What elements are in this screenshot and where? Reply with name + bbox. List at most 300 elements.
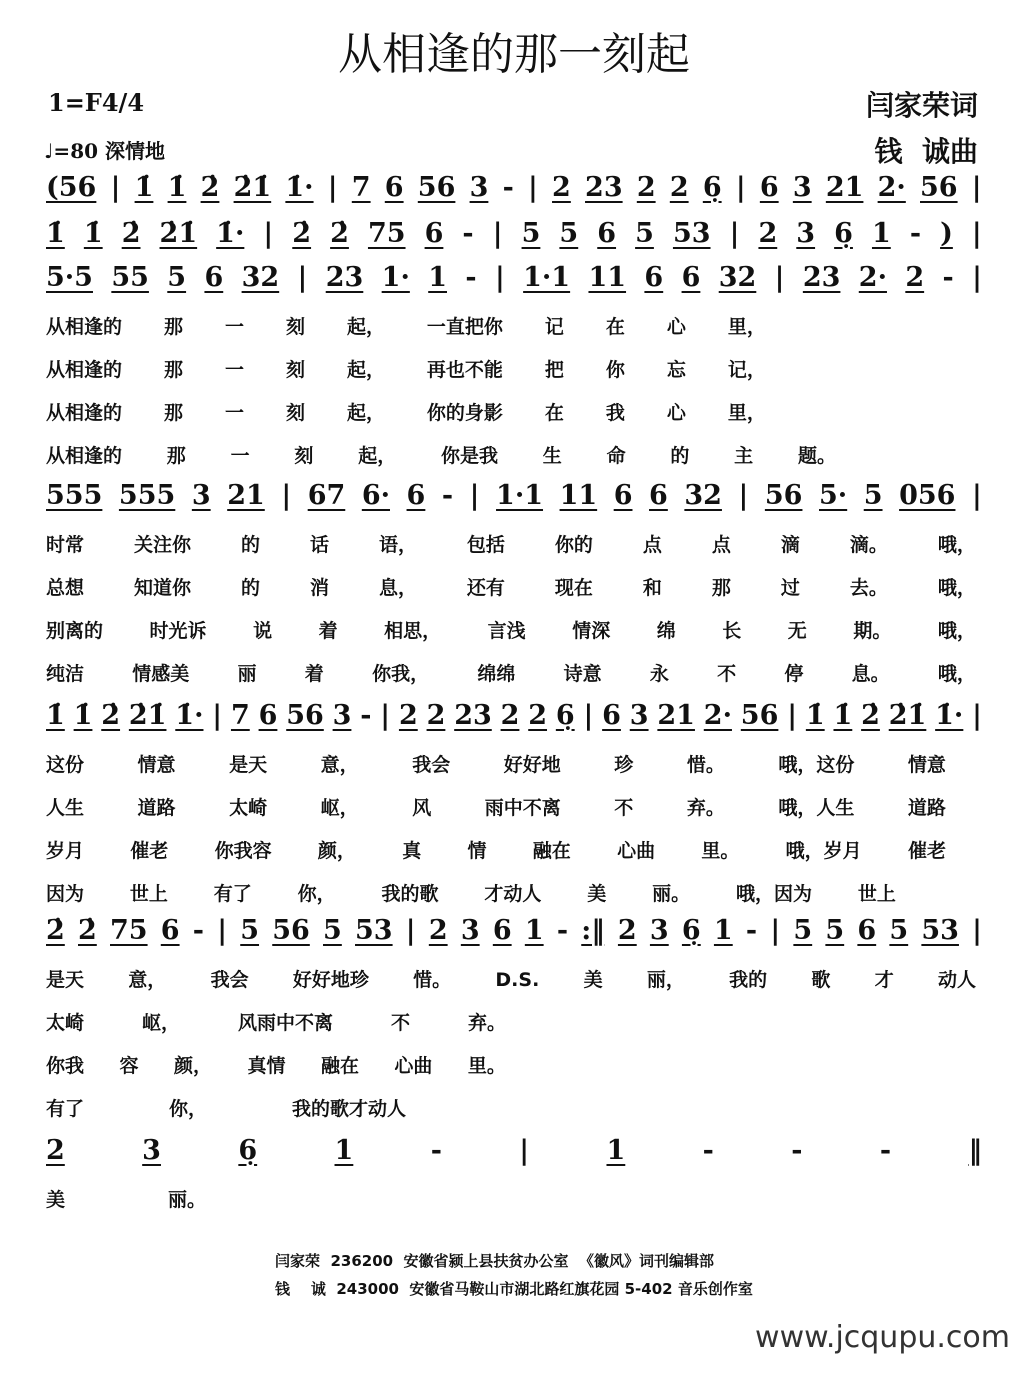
note: -: [465, 262, 477, 293]
lyric-word: 我会: [412, 754, 451, 776]
note: 1: [334, 1135, 354, 1166]
lyric-word: 哦，: [937, 663, 976, 685]
lyric-word: 惜。: [413, 969, 452, 991]
note: 32: [241, 262, 280, 293]
composer-credit: 钱 诚曲: [874, 135, 978, 168]
lyric-word: 停: [784, 663, 804, 685]
note: 56: [417, 172, 456, 203]
lyric-word: 刻: [294, 445, 314, 467]
lyric-word: 里。: [701, 840, 740, 862]
lyric-word: 绵: [656, 620, 676, 642]
note: 2·: [703, 700, 732, 731]
lyric-word: 我的: [729, 969, 768, 991]
note: 1·: [381, 262, 410, 293]
note: 2: [758, 218, 778, 249]
note: 5: [167, 262, 187, 293]
lyric-word: 有了: [213, 883, 252, 905]
lyric-word: 美: [587, 883, 607, 905]
lyric-word: 从相逢的: [46, 359, 123, 381]
note: -: [942, 262, 954, 293]
lyric-word: 的: [670, 445, 690, 467]
note: 2: [46, 1135, 65, 1166]
note: 1̇·: [935, 700, 964, 731]
barline: |: [972, 700, 982, 731]
lyric-word: 你，: [297, 883, 336, 905]
note: 53: [921, 915, 959, 946]
lyric-word: 里，: [727, 316, 766, 338]
notation-row: [46, 700, 982, 736]
lyric-word: 融在: [532, 840, 571, 862]
barline: |: [263, 218, 274, 249]
note: 6: [160, 915, 180, 946]
lyric-word: 惜。: [686, 754, 725, 776]
note: 56: [286, 700, 324, 731]
lyric-line: [46, 1185, 206, 1211]
lyric-word: 意，: [128, 969, 167, 991]
note: 2̇1̇: [128, 700, 167, 731]
lyric-word: 我: [605, 402, 625, 424]
lyric-word: 太崎: [229, 797, 268, 819]
lyric-word: 起，: [358, 445, 397, 467]
barline: |: [972, 262, 982, 293]
note: 1: [713, 915, 733, 946]
lyric-word: 生: [542, 445, 562, 467]
note: 5: [521, 218, 541, 249]
note: 3: [460, 915, 480, 946]
note: 6: [424, 218, 444, 249]
note: ‖: [968, 1135, 982, 1166]
lyric-word: 忘: [666, 359, 686, 381]
lyric-word: 在: [605, 316, 625, 338]
lyric-word: 哦，这份: [778, 754, 855, 776]
barline: |: [972, 915, 982, 946]
lyric-word: 世上: [857, 883, 896, 905]
lyric-line: [46, 312, 766, 338]
lyric-word: 歌: [811, 969, 831, 991]
lyric-word: 无: [787, 620, 807, 642]
barline: |: [492, 218, 503, 249]
lyric-word: 你，: [168, 1098, 207, 1120]
note: 555: [46, 480, 103, 511]
note: 6: [492, 915, 512, 946]
lyric-word: 知道你: [133, 577, 191, 599]
note: -: [502, 172, 514, 203]
lyric-line: [46, 573, 976, 599]
lyric-word: 和: [642, 577, 662, 599]
notation-row: [46, 218, 982, 254]
lyric-word: 从相逢的: [46, 316, 123, 338]
barline: |: [528, 172, 538, 203]
note: -: [556, 915, 569, 946]
lyric-word: 刻: [285, 359, 305, 381]
note: 6: [406, 480, 426, 511]
note: -: [441, 480, 454, 511]
lyric-word: 岖，: [141, 1012, 180, 1034]
note: 21: [825, 172, 864, 203]
notation-row: [46, 262, 982, 298]
note: 23: [325, 262, 364, 293]
lyric-word: 动人: [937, 969, 976, 991]
barline: |: [729, 218, 740, 249]
lyric-word: 你: [605, 359, 625, 381]
note: ): [940, 218, 953, 249]
lyric-word: 容: [119, 1055, 139, 1077]
note: 6·: [361, 480, 390, 511]
note: -: [791, 1135, 803, 1166]
lyric-word: 哦，人生: [778, 797, 855, 819]
lyric-word: 一: [230, 445, 250, 467]
lyric-word: 时光诉: [149, 620, 207, 642]
lyric-word: 道路: [907, 797, 946, 819]
lyric-word: 记，: [727, 359, 766, 381]
lyric-word: 弃。: [686, 797, 725, 819]
note: -: [909, 218, 922, 249]
note: 2: [636, 172, 656, 203]
lyric-word: 人生: [46, 797, 85, 819]
note: 2̇1̇: [888, 700, 927, 731]
barline: |: [519, 1135, 530, 1166]
note: 56: [740, 700, 779, 731]
lyric-word: 好好地珍: [292, 969, 369, 991]
lyric-word: 丽: [237, 663, 257, 685]
note: -: [360, 700, 372, 731]
barline: |: [281, 480, 292, 511]
note: 5·5: [46, 262, 93, 293]
note: 1̇·: [285, 172, 314, 203]
lyric-word: 起，: [346, 316, 385, 338]
note: 2: [905, 262, 925, 293]
tempo-marking: ♩=80 深情地: [44, 139, 165, 163]
lyric-word: 记: [544, 316, 564, 338]
lyric-word: 心: [666, 402, 686, 424]
lyric-word: 我的歌: [381, 883, 439, 905]
lyric-word: 融在: [320, 1055, 359, 1077]
lyric-word: 诗意: [563, 663, 602, 685]
lyric-line: [46, 659, 976, 685]
lyric-word: 那: [163, 316, 183, 338]
lyric-word: 永: [649, 663, 669, 685]
lyricist-credit: 闫家荣词: [865, 89, 978, 122]
lyric-word: 还有: [466, 577, 505, 599]
note: 1·1: [496, 480, 544, 511]
lyric-line: [46, 441, 836, 467]
lyric-word: 滴。: [849, 534, 888, 556]
lyric-word: 你的: [554, 534, 593, 556]
lyric-word: 心: [666, 316, 686, 338]
note: 3: [332, 700, 352, 731]
note: 6̣: [702, 172, 722, 203]
note: 5: [889, 915, 909, 946]
lyric-word: 你我，: [372, 663, 430, 685]
lyric-word: 息。: [851, 663, 890, 685]
lyric-word: 说: [253, 620, 273, 642]
note: 6: [204, 262, 224, 293]
lyric-word: 颜，: [317, 840, 356, 862]
lyric-word: 情意: [137, 754, 176, 776]
notation-row: [46, 1135, 982, 1171]
lyric-word: 道路: [137, 797, 176, 819]
lyric-word: 不: [390, 1012, 410, 1034]
lyric-word: 那: [163, 402, 183, 424]
lyric-word: 你的身影: [426, 402, 503, 424]
lyric-word: 总想: [46, 577, 85, 599]
lyric-word: 岖，: [320, 797, 359, 819]
note: 6: [384, 172, 404, 203]
barline: |: [380, 700, 391, 731]
lyric-word: 绵绵: [477, 663, 516, 685]
lyric-word: 命: [606, 445, 626, 467]
note: -: [879, 1135, 892, 1166]
note: 5: [635, 218, 654, 249]
barline: |: [735, 172, 746, 203]
barline: |: [787, 700, 798, 731]
note: 2: [398, 700, 418, 731]
lyric-word: 题。: [797, 445, 836, 467]
note: 53: [672, 218, 711, 249]
barline: |: [738, 480, 749, 511]
note: 1̇: [46, 218, 65, 249]
lyric-word: 颜，: [173, 1055, 212, 1077]
lyric-word: 别离的: [46, 620, 104, 642]
lyric-word: 刻: [285, 316, 305, 338]
lyric-word: 你我容: [214, 840, 272, 862]
notation-row: [46, 172, 982, 208]
lyric-word: 刻: [285, 402, 305, 424]
lyric-word: 的: [240, 534, 260, 556]
note: 1̇·: [175, 700, 204, 731]
barline: |: [110, 172, 121, 203]
lyric-line: [46, 398, 766, 424]
note: 6: [649, 480, 668, 511]
lyric-word: 点: [711, 534, 731, 556]
barline: |: [217, 915, 228, 946]
lyric-word: 再也不能: [426, 359, 503, 381]
lyric-word: 从相逢的: [46, 445, 123, 467]
note: -: [192, 915, 204, 946]
lyric-word: 你是我: [440, 445, 498, 467]
lyric-word: 话: [309, 534, 329, 556]
note: 21: [657, 700, 695, 731]
note: 1̇: [134, 172, 154, 203]
note: 6̣: [238, 1135, 258, 1166]
lyric-word: 一: [224, 316, 244, 338]
lyric-word: 岁月: [46, 840, 85, 862]
lyric-word: 把: [544, 359, 564, 381]
note: 2: [552, 172, 571, 203]
note: 1̇: [73, 700, 93, 731]
barline: |: [583, 700, 594, 731]
lyric-word: 有了: [46, 1098, 85, 1120]
note: 1·1: [523, 262, 571, 293]
lyric-word: 期。: [853, 620, 892, 642]
note: 3: [191, 480, 211, 511]
lyric-line: [46, 1008, 506, 1034]
note: 2: [528, 700, 548, 731]
note: 1: [871, 218, 891, 249]
note: 23: [585, 172, 623, 203]
note: 2̇: [101, 700, 121, 731]
lyric-word: 哦，: [937, 620, 976, 642]
lyric-word: 相思，: [384, 620, 442, 642]
lyric-word: 不: [717, 663, 737, 685]
note: 6: [857, 915, 877, 946]
lyric-word: 主: [734, 445, 754, 467]
note: 2̇: [121, 218, 141, 249]
lyric-word: 丽。: [167, 1189, 206, 1211]
barline: |: [494, 262, 505, 293]
notation-row: [46, 480, 982, 516]
lyric-line: [46, 879, 896, 905]
note: 6: [613, 480, 633, 511]
note: -: [702, 1135, 714, 1166]
note: 6̣: [681, 915, 701, 946]
barline: |: [405, 915, 416, 946]
lyric-word: 那: [166, 445, 186, 467]
note: 2: [428, 915, 448, 946]
note: 2̇1̇: [233, 172, 272, 203]
note: 3: [142, 1135, 161, 1166]
note: 1̇: [83, 218, 103, 249]
note: 56: [920, 172, 958, 203]
note: 5·: [819, 480, 848, 511]
note: 6: [644, 262, 664, 293]
lyric-word: 时常: [46, 534, 85, 556]
note: 56: [272, 915, 310, 946]
barline: |: [770, 915, 781, 946]
barline: |: [327, 172, 338, 203]
lyric-word: 现在: [554, 577, 593, 599]
lyric-line: [46, 616, 976, 642]
lyric-word: 情意: [907, 754, 946, 776]
note: 53: [355, 915, 393, 946]
lyric-word: 里，: [727, 402, 766, 424]
note: 3: [469, 172, 489, 203]
lyric-word: 哦，岁月: [785, 840, 862, 862]
note: 6: [759, 172, 779, 203]
note: 2̇: [292, 218, 312, 249]
note: 2̇: [200, 172, 220, 203]
note: 6̣: [555, 700, 575, 731]
note: 67: [307, 480, 346, 511]
barline: |: [971, 172, 982, 203]
note: 5: [825, 915, 845, 946]
note: 2̇: [78, 915, 97, 946]
lyric-word: 起，: [346, 359, 385, 381]
note: 1: [524, 915, 544, 946]
lyric-word: 风雨中不离: [237, 1012, 333, 1034]
lyric-word: 息，: [378, 577, 417, 599]
lyric-word: 长: [722, 620, 742, 642]
note: 6̣: [834, 218, 853, 249]
lyric-line: [46, 793, 946, 819]
lyric-line: [46, 965, 976, 991]
lyric-word: 过: [780, 577, 800, 599]
lyric-word: 这份: [46, 754, 85, 776]
lyric-word: 在: [544, 402, 564, 424]
lyric-word: 着: [304, 663, 324, 685]
note: 6: [597, 218, 617, 249]
lyric-line: [46, 530, 976, 556]
note: 2: [500, 700, 520, 731]
note: 1̇: [167, 172, 187, 203]
note: 3: [629, 700, 649, 731]
lyric-line: [46, 1094, 406, 1120]
note: -: [745, 915, 758, 946]
note: 2: [617, 915, 637, 946]
lyric-line: [46, 750, 946, 776]
note: 555: [118, 480, 176, 511]
lyric-word: 是天: [229, 754, 268, 776]
lyric-word: 不: [614, 797, 634, 819]
note: 6: [258, 700, 278, 731]
lyric-word: 言浅: [487, 620, 526, 642]
note: :‖: [581, 915, 605, 946]
lyric-word: 一: [224, 359, 244, 381]
note: 1: [606, 1135, 626, 1166]
lyric-word: 包括: [466, 534, 505, 556]
lyric-word: 情: [467, 840, 487, 862]
note: 56: [764, 480, 803, 511]
note: 2̇: [861, 700, 880, 731]
lyric-word: 好好地: [503, 754, 561, 776]
lyric-word: 里。: [467, 1055, 506, 1077]
note: 7: [351, 172, 371, 203]
note: 3: [792, 172, 812, 203]
lyric-word: 我会: [210, 969, 249, 991]
note: 75: [367, 218, 406, 249]
lyric-word: 风: [412, 797, 432, 819]
lyric-word: 心曲: [617, 840, 656, 862]
lyric-word: 丽，: [646, 969, 685, 991]
lyric-word: 弃。: [467, 1012, 506, 1034]
lyric-word: 美: [583, 969, 603, 991]
note: 1̇·: [216, 218, 245, 249]
note: 55: [111, 262, 149, 293]
lyric-word: 催老: [907, 840, 946, 862]
footer-address-composer: 钱 诚 243000 安徽省马鞍山市湖北路红旗花园 5-402 音乐创作室: [275, 1280, 753, 1298]
note: (56: [46, 172, 97, 203]
note: 11: [588, 262, 627, 293]
note: 2̇: [46, 915, 65, 946]
lyric-word: 哦，: [937, 577, 976, 599]
lyric-line: [46, 355, 766, 381]
lyric-word: 滴: [780, 534, 800, 556]
note: 1̇: [833, 700, 853, 731]
note: 23: [454, 700, 492, 731]
lyric-word: 那: [711, 577, 731, 599]
lyric-word: D.S.: [495, 969, 540, 991]
lyric-word: 才动人: [484, 883, 542, 905]
lyric-word: 点: [642, 534, 662, 556]
lyric-word: 美: [46, 1189, 66, 1211]
note: 1: [428, 262, 447, 293]
lyric-word: 雨中不离: [484, 797, 561, 819]
key-signature: 1=F4/4: [48, 88, 145, 117]
lyric-word: 真: [402, 840, 422, 862]
lyric-word: 情深: [572, 620, 611, 642]
lyric-word: 珍: [614, 754, 634, 776]
barline: |: [774, 262, 785, 293]
note: 056: [899, 480, 956, 511]
lyric-word: 着: [318, 620, 338, 642]
note: 2·: [858, 262, 887, 293]
note: 2: [669, 172, 689, 203]
note: 3: [796, 218, 816, 249]
lyric-word: 一直把你: [426, 316, 503, 338]
footer-address-lyricist: 闫家荣 236200 安徽省颍上县扶贫办公室 《徽风》词刊编辑部: [275, 1252, 714, 1270]
barline: |: [212, 700, 223, 731]
note: 3: [649, 915, 669, 946]
